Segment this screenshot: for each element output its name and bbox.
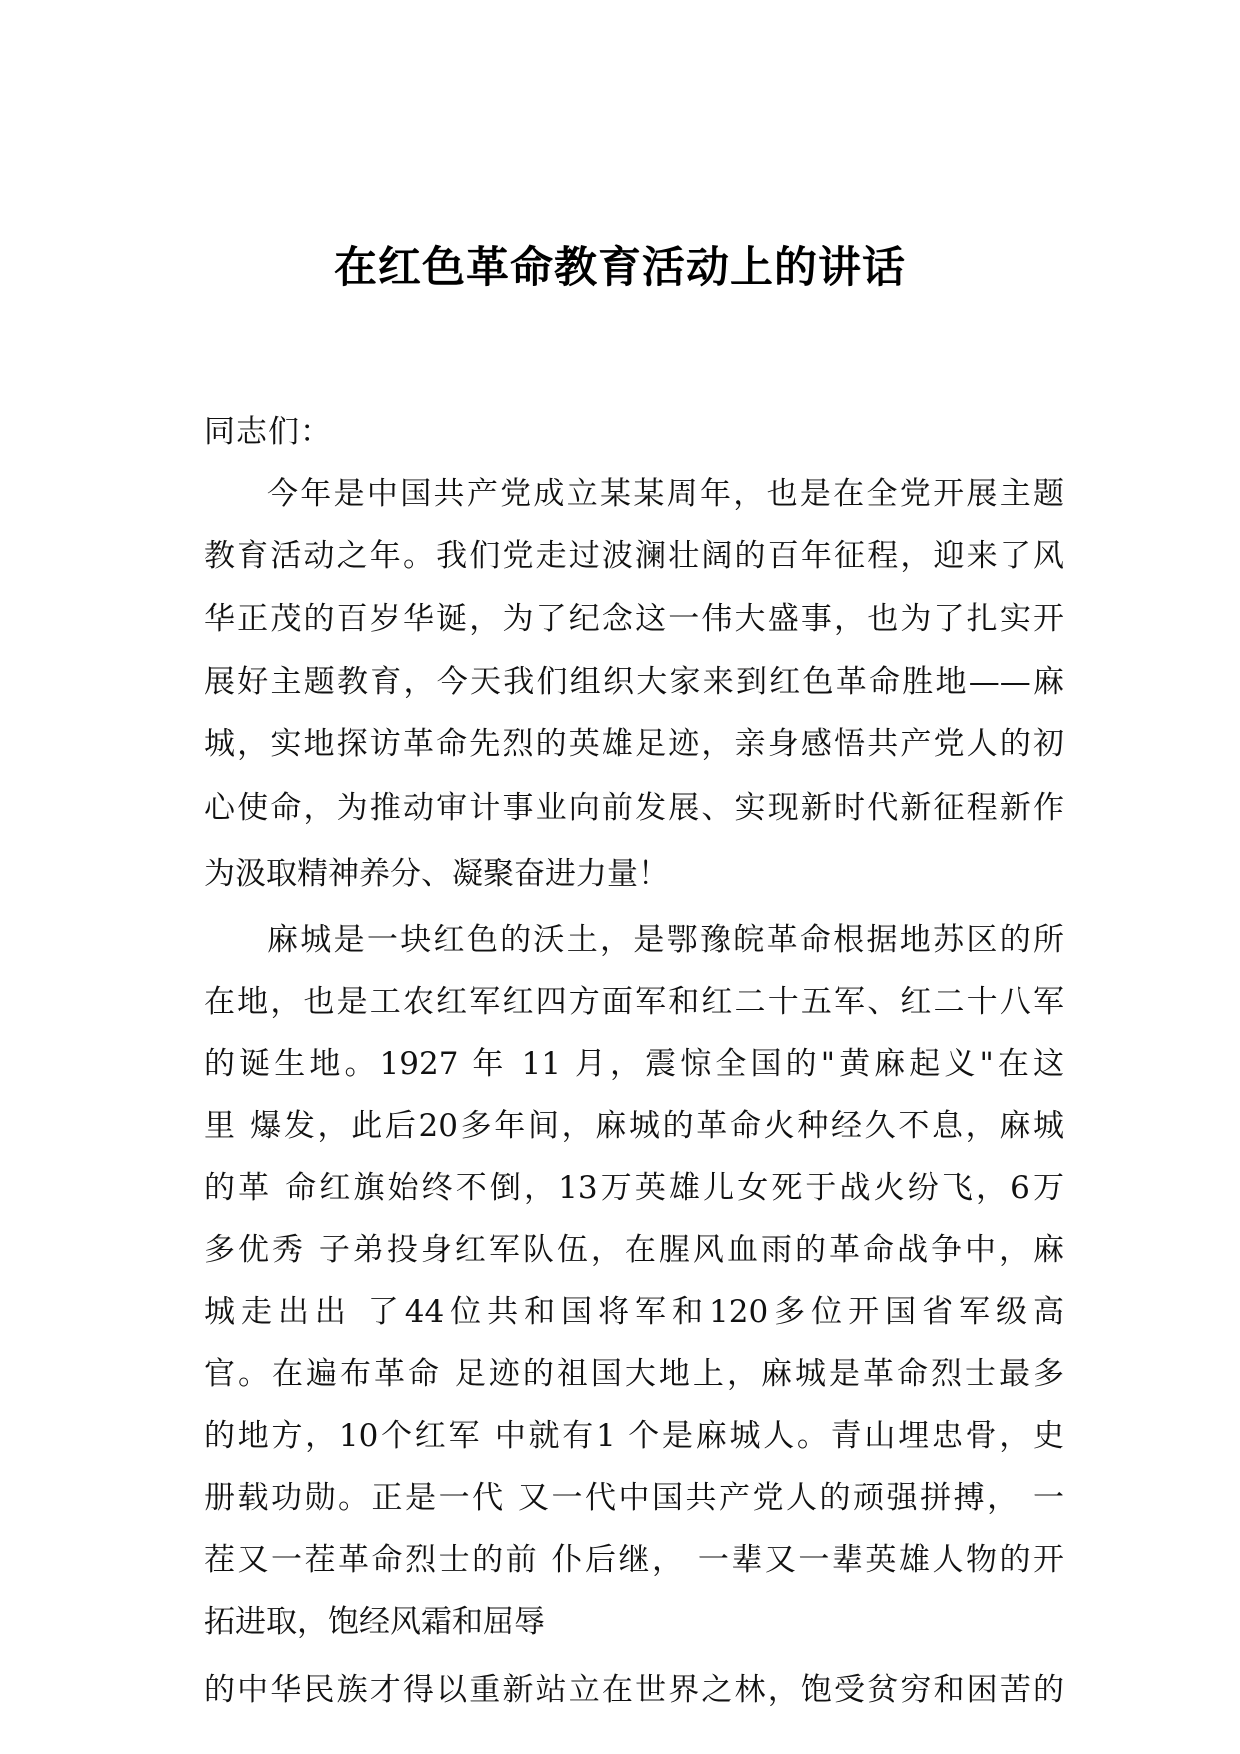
paragraph-2-line: 麻城是一块红色的沃土，是鄂豫皖革命根据地苏区的所 bbox=[267, 922, 1064, 958]
paragraph-2-line: 的革 命红旗始终不倒，13万英雄儿女死于战火纷飞，6万 bbox=[204, 1170, 1064, 1206]
paragraph-2-line: 拓进取，饱经风霜和屈辱 bbox=[204, 1604, 545, 1640]
paragraph-2-line: 城走出出 了44位共和国将军和120多位开国省军级高 bbox=[204, 1294, 1064, 1330]
paragraph-1-line: 为汲取精神养分、凝聚奋进力量！ bbox=[204, 856, 669, 892]
paragraph-2-line: 茬又一茬革命烈士的前 仆后继， 一辈又一辈英雄人物的开 bbox=[204, 1542, 1064, 1578]
paragraph-1-line: 心使命，为推动审计事业向前发展、实现新时代新征程新作 bbox=[204, 790, 1064, 826]
salutation: 同志们： bbox=[204, 414, 332, 450]
document-title: 在红色革命教育活动上的讲话 bbox=[334, 243, 906, 293]
paragraph-2-line: 册载功勋。正是一代 又一代中国共产党人的顽强拼搏， 一 bbox=[204, 1480, 1064, 1516]
paragraph-1-line: 华正茂的百岁华诞，为了纪念这一伟大盛事，也为了扎实开 bbox=[204, 601, 1064, 637]
paragraph-2-line: 多优秀 子弟投身红军队伍，在腥风血雨的革命战争中，麻 bbox=[204, 1232, 1064, 1268]
paragraph-2-line: 里 爆发，此后20多年间，麻城的革命火种经久不息，麻城 bbox=[204, 1108, 1064, 1144]
paragraph-2-line: 的地方，10个红军 中就有1 个是麻城人。青山埋忠骨，史 bbox=[204, 1418, 1064, 1454]
paragraph-1-line: 教育活动之年。我们党走过波澜壮阔的百年征程，迎来了风 bbox=[204, 538, 1064, 574]
paragraph-2-line: 官。在遍布革命 足迹的祖国大地上，麻城是革命烈士最多 bbox=[204, 1356, 1064, 1392]
paragraph-1-line: 展好主题教育，今天我们组织大家来到红色革命胜地——麻 bbox=[204, 664, 1064, 700]
paragraph-2-line: 的诞生地。1927 年 11 月，震惊全国的"黄麻起义"在这 bbox=[204, 1046, 1064, 1082]
paragraph-2-line: 在地，也是工农红军红四方面军和红二十五军、红二十八军 bbox=[204, 984, 1064, 1020]
paragraph-1-line: 今年是中国共产党成立某某周年，也是在全党开展主题 bbox=[267, 476, 1064, 512]
paragraph-1-line: 城，实地探访革命先烈的英雄足迹，亲身感悟共产党人的初 bbox=[204, 726, 1064, 762]
paragraph-2-line: 的中华民族才得以重新站立在世界之林，饱受贫穷和困苦的 bbox=[204, 1672, 1064, 1708]
